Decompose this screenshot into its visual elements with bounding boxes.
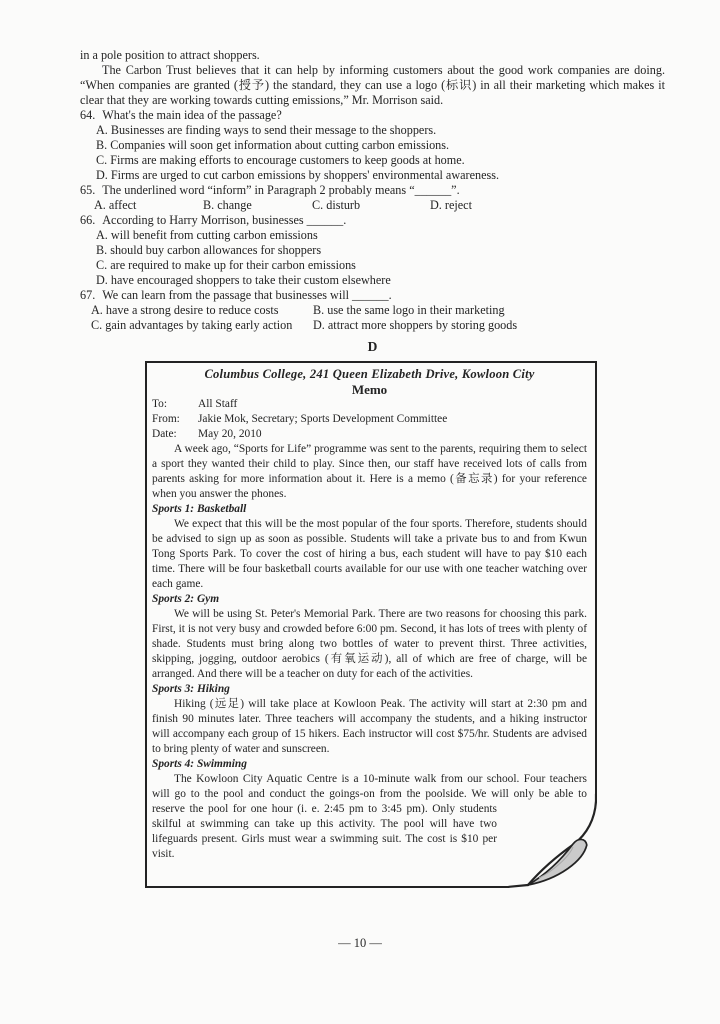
memo-heading-swimming: Sports 4: Swimming <box>152 758 247 770</box>
question-options <box>80 123 665 183</box>
option-a: A. will benefit from cutting carbon emissions <box>96 228 318 242</box>
memo-box <box>145 361 597 888</box>
option-b: B. change <box>203 198 252 212</box>
page-number: — 10 — <box>338 936 382 950</box>
memo-intro-paragraph: A week ago, “Sports for Life” programme was sent to the parents, requiring them to select a sport they wanted their child to play. Since then, our staff have received lots of calls from parents asking for more information about it. Here is a memo (备忘录) for your reference when you answer the phones. <box>152 443 587 500</box>
memo-to-value: All Staff <box>198 398 238 410</box>
passage-last-line: in a pole position to attract shoppers. <box>80 48 260 62</box>
memo-paragraph-swimming-text: The Kowloon City Aquatic Centre is a 10-minute walk from our school. Four teachers will go to the pool and conduct the goings-on from the poolside. We will only be able to reserve the pool for one hour (i. e. 2:45 pm to 3:45 pm). Only students skilful at swimming can take up this activity. The pool will have two lifeguards present. Girls must wear a swimming suit. The cost is $10 per visit. <box>152 773 587 860</box>
question-number: 65. <box>80 183 96 197</box>
question-stem-text: What's the main idea of the passage? <box>102 108 282 122</box>
memo-to-label: To: <box>152 398 168 410</box>
question-options <box>80 303 665 333</box>
option-d: D. Firms are urged to cut carbon emissions by shoppers' environmental awareness. <box>96 168 500 182</box>
passage-d-label: D <box>367 339 378 354</box>
question-options <box>80 198 665 213</box>
option-a: A. Businesses are finding ways to send their message to the shoppers. <box>96 123 437 137</box>
question-number: 64. <box>80 108 96 122</box>
question-stem-text: The underlined word “inform” in Paragraph 2 probably means “______”. <box>102 183 460 197</box>
question-stem <box>80 213 665 228</box>
option-c: C. gain advantages by taking early action <box>91 318 293 332</box>
page-curl-icon <box>501 792 597 888</box>
memo-date-line <box>152 427 587 442</box>
question-stem <box>80 108 665 123</box>
memo-paragraph-hiking: Hiking (远足) will take place at Kowloon Peak. The activity will start at 2:30 pm and finish 90 minutes later. Three teachers will accompany the students, and a hiking instructor will accompany each group of 15 hikers. Each instructor will cost $75/hr. Students are advised to bring plenty of water and sunscreen. <box>152 698 587 755</box>
memo-title: Memo <box>351 382 388 397</box>
question-64 <box>80 108 665 183</box>
memo-paragraph-basketball: We expect that this will be the most popular of the four sports. Therefore, students should be advised to sign up as soon as possible. Students will take a private bus to and from Kwun Tong Sports Park. To cover the cost of hiring a bus, each student will have to pay $10 each time. There will be four basketball courts available for our use with one teacher watching over each game. <box>152 518 587 590</box>
option-a: A. affect <box>94 198 137 212</box>
memo-heading-gym: Sports 2: Gym <box>152 593 220 605</box>
question-66 <box>80 213 665 288</box>
question-67 <box>80 288 665 333</box>
memo-heading-basketball: Sports 1: Basketball <box>152 503 247 515</box>
question-number: 66. <box>80 213 96 227</box>
question-number: 67. <box>80 288 96 302</box>
option-b: B. Companies will soon get information about cutting carbon emissions. <box>96 138 450 152</box>
question-stem-text: According to Harry Morrison, businesses ______. <box>102 213 347 227</box>
option-c: C. disturb <box>312 198 361 212</box>
option-a: A. have a strong desire to reduce costs <box>91 303 279 317</box>
passage-and-questions <box>80 48 665 354</box>
question-stem-text: We can learn from the passage that businesses will ______. <box>102 288 392 302</box>
memo-paragraph-gym: We will be using St. Peter's Memorial Park. There are two reasons for choosing this park. First, it is not very busy and crowded before 6:00 pm. Second, it has lots of trees with plenty of shade. Students must bring along two bottles of water to prevent thirst. Three activities, skipping, jogging, outdoor aerobics (有氧运动), all of which are free of charge, will be arranged. And there will be a teacher on duty for each of the activities. <box>152 608 587 680</box>
question-options <box>80 228 665 288</box>
memo-to-line <box>152 397 587 412</box>
option-d: D. reject <box>430 198 472 212</box>
question-65 <box>80 183 665 213</box>
memo-from-line <box>152 412 587 427</box>
option-c: C. are required to make up for their carbon emissions <box>96 258 356 272</box>
passage-paragraph: The Carbon Trust believes that it can help by informing customers about the good work companies are doing. “When companies are granted (授予) the standard, they can use a logo (标识) in all their marketing which makes it clear that they are working towards cutting emissions,” Mr. Morrison said. <box>80 63 665 107</box>
memo-heading-hiking: Sports 3: Hiking <box>152 683 230 695</box>
option-b: B. use the same logo in their marketing <box>313 303 505 317</box>
memo-letterhead: Columbus College, 241 Queen Elizabeth Drive, Kowloon City <box>204 367 535 381</box>
option-c: C. Firms are making efforts to encourage customers to keep goods at home. <box>96 153 465 167</box>
memo-date-value: May 20, 2010 <box>198 428 262 440</box>
memo-from-label: From: <box>152 413 180 425</box>
question-stem <box>80 183 665 198</box>
option-b: B. should buy carbon allowances for shoppers <box>96 243 322 257</box>
memo-from-value: Jakie Mok, Secretary; Sports Development Committee <box>198 413 448 425</box>
option-d: D. have encouraged shoppers to take their custom elsewhere <box>96 273 391 287</box>
memo-date-label: Date: <box>152 428 177 440</box>
question-stem <box>80 288 665 303</box>
option-d: D. attract more shoppers by storing goods <box>313 318 518 332</box>
